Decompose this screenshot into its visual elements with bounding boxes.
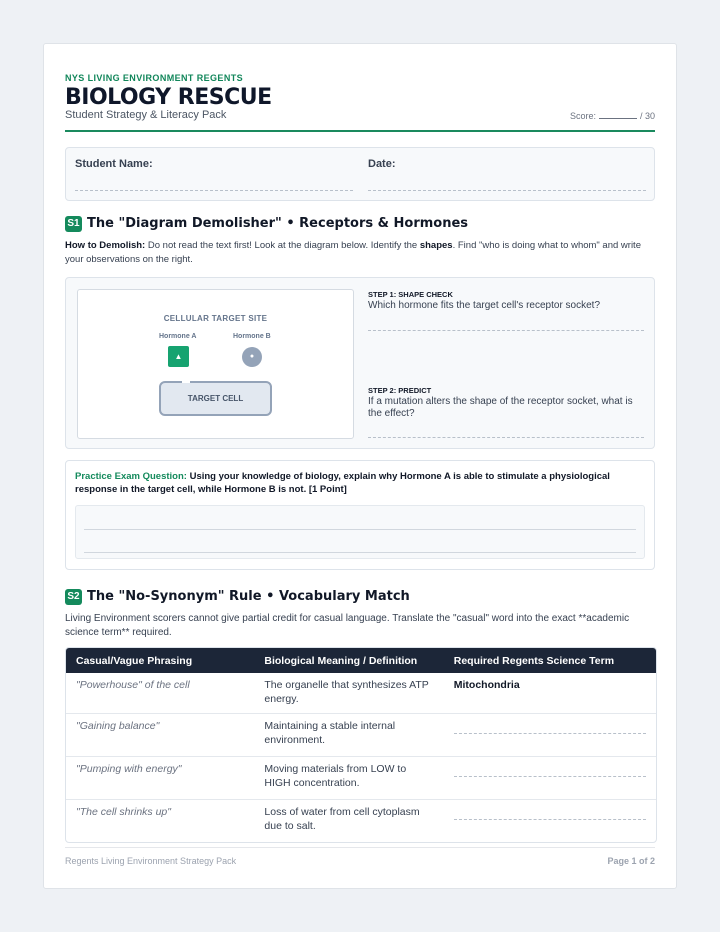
score-box	[570, 111, 655, 121]
science-term: Mitochondria	[453, 679, 520, 691]
table-row	[66, 713, 656, 756]
step-2-label: STEP 2: PREDICT	[368, 386, 432, 395]
hormone-a-label: Hormone A	[159, 333, 197, 340]
table-header-row	[66, 648, 656, 673]
step-1-question: Which hormone fits the target cell's receptor socket?	[368, 300, 601, 311]
page-title: BIOLOGY RESCUE	[65, 85, 272, 110]
practice-answer-box[interactable]	[75, 505, 645, 559]
table-row	[66, 799, 656, 842]
page-number: Page 1 of 2	[607, 856, 655, 866]
science-term-cell	[444, 713, 656, 756]
step-1-label: STEP 1: SHAPE CHECK	[368, 290, 453, 299]
practice-question-text: Using your knowledge of biology, explain why Hormone A is able to stimulate a physiological response in the target cell, while Hormone B is not. [1 Point]	[75, 471, 610, 495]
casual-phrase: "Powerhouse" of the cell	[76, 679, 190, 691]
table-row	[66, 756, 656, 799]
science-term-answer-line[interactable]	[454, 733, 646, 734]
vocabulary-table	[65, 647, 657, 843]
student-name-field[interactable]	[75, 190, 353, 191]
section-1-title: The "Diagram Demolisher" • Receptors & Hormones	[87, 216, 469, 231]
target-cell: TARGET CELL	[159, 381, 272, 416]
hormone-b-label: Hormone B	[233, 333, 271, 340]
hormone-b-circle-icon: ●	[242, 347, 262, 367]
casual-phrase: "Pumping with energy"	[66, 756, 254, 799]
definition: Maintaining a stable internal environment.	[254, 713, 443, 756]
column-header: Biological Meaning / Definition	[254, 648, 443, 673]
section-1-badge: S1	[65, 216, 82, 232]
header-divider	[65, 130, 655, 132]
score-blank[interactable]	[599, 111, 637, 119]
section-1-description	[65, 239, 655, 267]
score-total: / 30	[639, 111, 655, 121]
section-1-desc-lead: How to Demolish:	[65, 240, 146, 251]
step-1-answer-line[interactable]	[368, 330, 644, 331]
practice-question-card	[65, 460, 655, 570]
score-label: Score:	[569, 111, 596, 121]
step-2-answer-line[interactable]	[368, 437, 644, 438]
definition: Moving materials from LOW to HIGH concentration.	[254, 756, 443, 799]
definition: The organelle that synthesizes ATP energy.	[264, 679, 429, 705]
section-2-description: Living Environment scorers cannot give partial credit for casual language. Translate the "casual" word into the exact **academic science term** required.	[65, 613, 630, 638]
cell-diagram	[77, 289, 354, 439]
answer-line	[84, 529, 636, 530]
date-field[interactable]	[368, 190, 646, 191]
answer-line	[84, 552, 636, 553]
receptor-socket	[182, 377, 190, 383]
science-term-answer-line[interactable]	[454, 776, 646, 777]
section-2-title: The "No-Synonym" Rule • Vocabulary Match	[87, 589, 410, 604]
column-header: Required Regents Science Term	[444, 648, 656, 673]
casual-phrase: "The cell shrinks up"	[66, 799, 254, 842]
footer-title: Regents Living Environment Strategy Pack	[65, 856, 237, 866]
hormone-a-triangle-icon: ▲	[168, 346, 189, 367]
science-term-cell	[444, 756, 656, 799]
science-term-answer-line[interactable]	[454, 819, 646, 820]
table-row	[66, 673, 656, 713]
section-1-desc-part1: Do not read the text first! Look at the diagram below. Identify the	[145, 240, 420, 251]
section-1-desc-bold: shapes	[419, 240, 453, 251]
definition: Loss of water from cell cytoplasm due to salt.	[254, 799, 443, 842]
casual-phrase: "Gaining balance"	[66, 713, 254, 756]
page-subtitle: Student Strategy & Literacy Pack	[65, 109, 227, 121]
column-header: Casual/Vague Phrasing	[66, 648, 254, 673]
diagram-title: CELLULAR TARGET SITE	[163, 314, 268, 323]
practice-question	[75, 470, 634, 496]
practice-lead: Practice Exam Question:	[75, 471, 187, 482]
science-term-cell	[444, 799, 656, 842]
student-info-card	[65, 147, 655, 201]
student-name-label: Student Name:	[75, 158, 153, 170]
diagram-card	[65, 277, 655, 449]
worksheet-page	[43, 43, 677, 889]
date-label: Date:	[368, 158, 396, 170]
footer-divider	[65, 847, 655, 848]
section-2-badge: S2	[65, 589, 82, 605]
header-kicker: NYS LIVING ENVIRONMENT REGENTS	[65, 73, 244, 83]
step-2-question: If a mutation alters the shape of the receptor socket, what is the effect?	[368, 396, 633, 419]
section-1-desc-part2: . Find "who is doing what to whom" and write your observations on the right.	[65, 240, 641, 265]
